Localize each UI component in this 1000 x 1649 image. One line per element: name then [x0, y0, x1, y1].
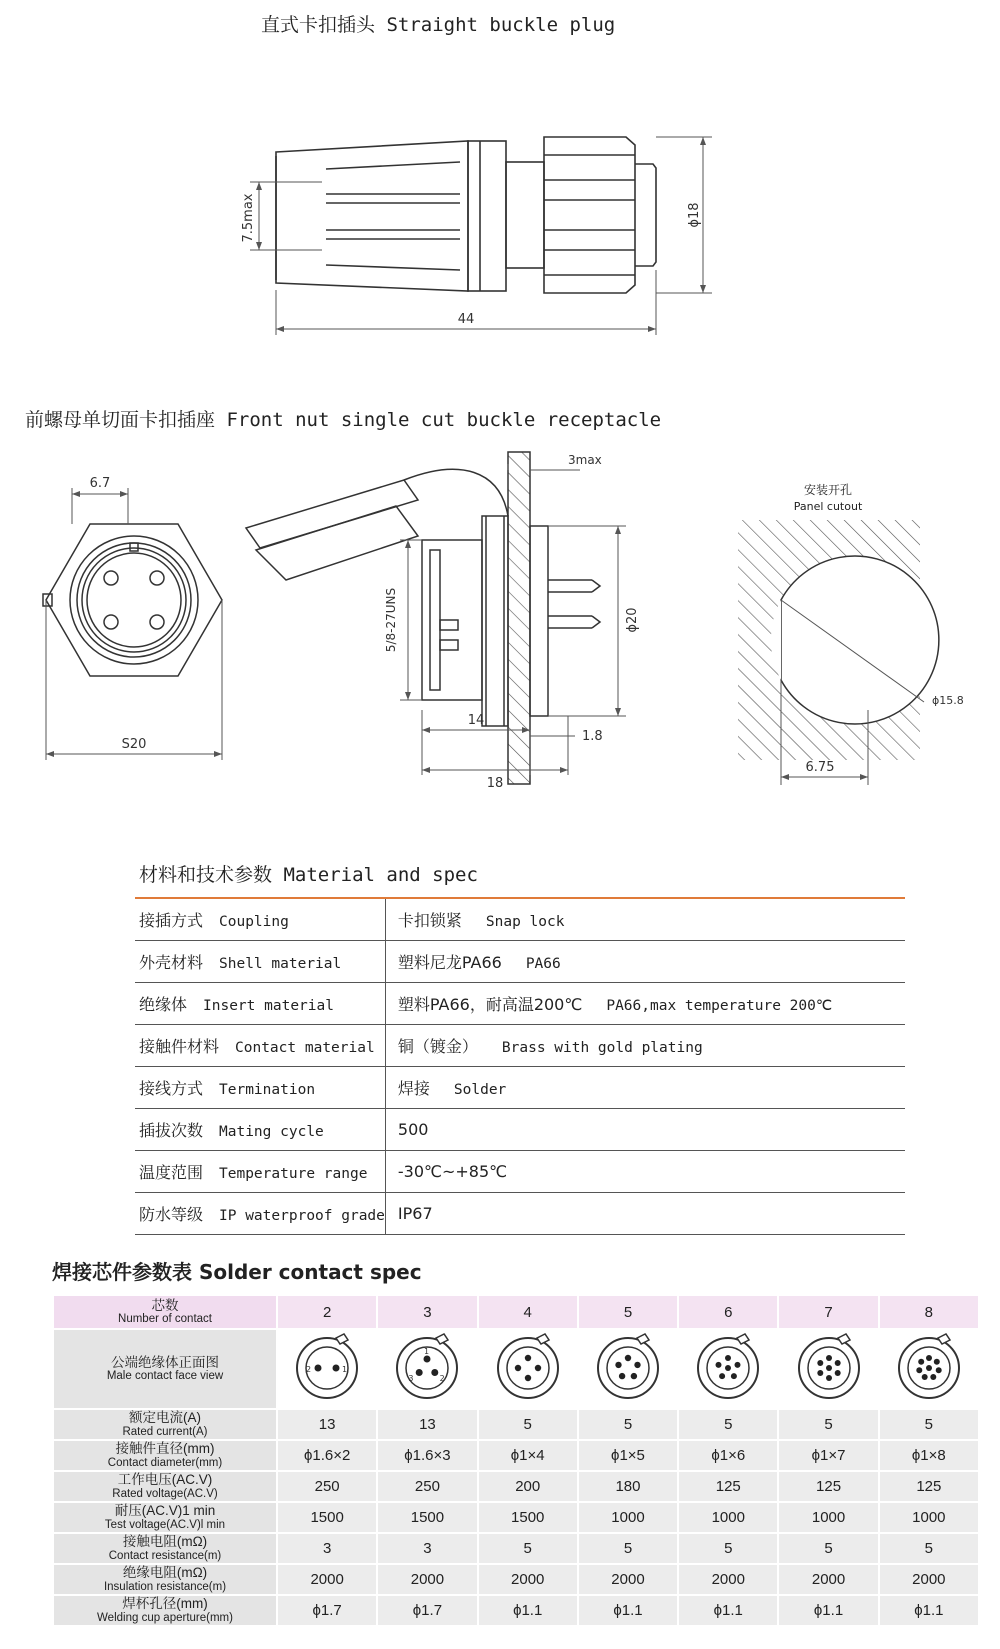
- material-key-cn: 外壳材料: [139, 953, 204, 972]
- contact-pin: [725, 1355, 731, 1361]
- dim-1-8: 1.8: [582, 729, 603, 744]
- contact-pin: [535, 1365, 541, 1371]
- dim-6-7: 6.7: [89, 476, 111, 491]
- contact-face-icon: [292, 1332, 362, 1402]
- material-key: [135, 1151, 385, 1193]
- material-value-cn: 塑料尼龙PA66: [397, 953, 502, 972]
- material-row: [135, 941, 905, 983]
- spec-value: 5: [679, 1534, 777, 1563]
- spec-header-row: [54, 1296, 978, 1328]
- spec-header-label-en: Number of contact: [118, 1313, 212, 1326]
- material-value-en: Snap lock: [485, 914, 565, 930]
- contact-face-icon: [794, 1332, 864, 1402]
- pin-number: 1: [424, 1347, 430, 1356]
- material-value: [385, 1151, 905, 1193]
- spec-value: 5: [479, 1534, 577, 1563]
- spec-row: [54, 1534, 978, 1563]
- spec-row: [54, 1565, 978, 1594]
- contact-face-icon: [593, 1332, 663, 1402]
- spec-value: 2000: [278, 1565, 376, 1594]
- contact-pin: [834, 1370, 840, 1376]
- spec-value: 5: [679, 1410, 777, 1439]
- face-view-label-cn: 公端绝缘体正面图: [111, 1354, 219, 1370]
- straight-plug-drawing: [0, 0, 1000, 340]
- spec-value: ϕ1.1: [479, 1596, 577, 1625]
- spec-value: 2000: [679, 1565, 777, 1594]
- spec-value: 5: [779, 1534, 877, 1563]
- contact-pin: [826, 1365, 832, 1371]
- contact-count: 4: [479, 1296, 577, 1328]
- spec-value: 13: [278, 1410, 376, 1439]
- dim-44: 44: [457, 312, 475, 327]
- material-value-cn: -30℃~+85℃: [397, 1162, 508, 1181]
- spec-value: 1000: [880, 1503, 978, 1532]
- material-value-cn: IP67: [397, 1204, 433, 1223]
- spec-value: 125: [679, 1472, 777, 1501]
- material-row: [135, 1067, 905, 1109]
- dim-dia-15-8: ϕ15.8: [932, 694, 964, 707]
- spec-row-label-en: Test voltage(AC.V)l min: [104, 1518, 226, 1531]
- spec-value: 1500: [479, 1503, 577, 1532]
- material-key-en: Contact material: [235, 1040, 375, 1056]
- material-key-cn: 接线方式: [139, 1079, 204, 1098]
- material-key: [135, 1109, 385, 1151]
- spec-row-label-cn: 耐压(AC.V)1 min: [114, 1503, 216, 1519]
- solder-title: 焊接芯件参数表 Solder contact spec: [52, 1260, 422, 1284]
- material-key-en: Insert material: [203, 998, 334, 1014]
- face-view-cell: [679, 1330, 777, 1408]
- spec-value: ϕ1.6×2: [278, 1441, 376, 1470]
- material-key-en: Shell material: [219, 956, 342, 972]
- face-view-cell: [278, 1330, 376, 1408]
- face-view-cell: [880, 1330, 978, 1408]
- material-value-en: PA66,max temperature 200℃: [606, 998, 833, 1014]
- contact-pin: [731, 1373, 737, 1379]
- spec-value: 125: [779, 1472, 877, 1501]
- spec-row-label-en: Contact resistance(m): [108, 1549, 222, 1562]
- material-value: [385, 983, 905, 1025]
- contact-pin: [515, 1365, 521, 1371]
- material-row: [135, 983, 905, 1025]
- material-key-cn: 接插方式: [139, 911, 204, 930]
- contact-pin: [619, 1373, 625, 1379]
- material-value-en: Solder: [453, 1082, 507, 1098]
- contact-pin: [634, 1362, 640, 1368]
- material-row: [135, 1109, 905, 1151]
- spec-row: [54, 1441, 978, 1470]
- contact-count: 6: [679, 1296, 777, 1328]
- spec-row-label-cn: 接触电阻(mΩ): [122, 1534, 208, 1550]
- spec-row-label: [54, 1503, 276, 1532]
- material-key-cn: 接触件材料: [139, 1037, 220, 1056]
- spec-value: ϕ1×4: [479, 1441, 577, 1470]
- contact-count: 2: [278, 1296, 376, 1328]
- material-key: [135, 941, 385, 983]
- spec-value: 3: [378, 1534, 476, 1563]
- spec-row-label: [54, 1410, 276, 1439]
- spec-row-label: [54, 1441, 276, 1470]
- face-view-label-en: Male contact face view: [106, 1370, 224, 1383]
- spec-row-label: [54, 1565, 276, 1594]
- material-value-en: PA66: [525, 956, 561, 972]
- contact-count: 8: [880, 1296, 978, 1328]
- contact-pin: [934, 1359, 940, 1365]
- spec-row: [54, 1503, 978, 1532]
- spec-value: 5: [579, 1410, 677, 1439]
- contact-count: 5: [579, 1296, 677, 1328]
- contact-count: 3: [378, 1296, 476, 1328]
- face-view-row: [54, 1330, 978, 1408]
- material-row: [135, 1193, 905, 1235]
- material-row: [135, 1025, 905, 1067]
- contact-pin: [525, 1355, 531, 1361]
- spec-value: 200: [479, 1472, 577, 1501]
- contact-pin: [416, 1369, 423, 1376]
- contact-pin: [333, 1365, 340, 1372]
- contact-count: 7: [779, 1296, 877, 1328]
- spec-value: 125: [880, 1472, 978, 1501]
- contact-pin: [826, 1355, 832, 1361]
- contact-face-icon: [392, 1332, 462, 1402]
- spec-row-label-cn: 接触件直径(mm): [115, 1441, 215, 1457]
- material-key-en: IP waterproof grade: [219, 1208, 385, 1224]
- spec-value: 13: [378, 1410, 476, 1439]
- spec-row: [54, 1596, 978, 1625]
- spec-value: 2000: [779, 1565, 877, 1594]
- material-value: [385, 1109, 905, 1151]
- material-row: [135, 898, 905, 941]
- contact-pin: [916, 1367, 922, 1373]
- dim-dia-20: ϕ20: [625, 607, 640, 633]
- material-row: [135, 1151, 905, 1193]
- spec-value: 1500: [278, 1503, 376, 1532]
- material-value: [385, 1193, 905, 1235]
- material-value-cn: 铜（镀金）: [397, 1037, 478, 1056]
- spec-header-label: [54, 1296, 276, 1328]
- contact-pin: [936, 1367, 942, 1373]
- spec-value: 250: [278, 1472, 376, 1501]
- contact-pin: [432, 1369, 439, 1376]
- pin-number: 1: [342, 1365, 348, 1374]
- spec-value: 2000: [479, 1565, 577, 1594]
- material-key: [135, 898, 385, 941]
- spec-row-label-en: Insulation resistance(m): [103, 1580, 227, 1593]
- spec-value: ϕ1×6: [679, 1441, 777, 1470]
- spec-value: ϕ1.6×3: [378, 1441, 476, 1470]
- face-view-cell: [378, 1330, 476, 1408]
- contact-pin: [525, 1375, 531, 1381]
- cutout-title-en: Panel cutout: [793, 500, 863, 513]
- panel-hatched: [508, 452, 530, 784]
- spec-value: ϕ1.1: [880, 1596, 978, 1625]
- material-key-cn: 绝缘体: [139, 995, 188, 1014]
- contact-pin: [817, 1370, 823, 1376]
- material-value-cn: 500: [397, 1120, 429, 1139]
- face-view-cell: [779, 1330, 877, 1408]
- material-key-en: Mating cycle: [219, 1124, 324, 1140]
- spec-value: 1500: [378, 1503, 476, 1532]
- dim-18: 18: [486, 776, 504, 791]
- spec-value: 1000: [579, 1503, 677, 1532]
- pin-number: 3: [408, 1374, 414, 1383]
- pin-number: 2: [440, 1374, 446, 1383]
- spec-value: 250: [378, 1472, 476, 1501]
- dim-7-5max: 7.5max: [241, 193, 256, 243]
- contact-pin: [725, 1365, 731, 1371]
- spec-header-label-cn: 芯数: [151, 1297, 179, 1313]
- spec-value: 3: [278, 1534, 376, 1563]
- plug-title: 直式卡扣插头 Straight buckle plug: [261, 14, 616, 36]
- spec-row: [54, 1472, 978, 1501]
- spec-row: [54, 1410, 978, 1439]
- material-key: [135, 1025, 385, 1067]
- material-value: [385, 1067, 905, 1109]
- spec-value: 1000: [679, 1503, 777, 1532]
- contact-pin: [719, 1373, 725, 1379]
- material-key-cn: 插拔次数: [139, 1121, 204, 1140]
- dim-6-75: 6.75: [805, 760, 835, 775]
- material-value-cn: 卡扣锁紧: [397, 911, 462, 930]
- spec-value: ϕ1.1: [779, 1596, 877, 1625]
- material-value: [385, 941, 905, 983]
- material-key: [135, 983, 385, 1025]
- contact-pin: [817, 1360, 823, 1366]
- dim-s20: S20: [121, 737, 147, 752]
- face-view-label: [54, 1330, 276, 1408]
- receptacle-title: 前螺母单切面卡扣插座 Front nut single cut buckle receptacle: [25, 409, 662, 431]
- contact-pin: [930, 1374, 936, 1380]
- spec-value: ϕ1×5: [579, 1441, 677, 1470]
- contact-pin: [615, 1362, 621, 1368]
- spec-value: ϕ1.1: [579, 1596, 677, 1625]
- material-value: [385, 898, 905, 941]
- spec-row-label: [54, 1534, 276, 1563]
- spec-row-label-cn: 工作电压(AC.V): [117, 1472, 213, 1488]
- spec-value: ϕ1.7: [278, 1596, 376, 1625]
- contact-pin: [625, 1355, 631, 1361]
- material-value: [385, 1025, 905, 1067]
- material-key-en: Coupling: [219, 914, 289, 930]
- receptacle-drawing: [0, 440, 1000, 850]
- material-key-cn: 温度范围: [139, 1163, 204, 1182]
- spec-row-label-cn: 焊杯孔径(mm): [122, 1596, 208, 1612]
- thread-5-8-27uns: 5/8-27UNS: [384, 587, 398, 653]
- spec-value: ϕ1.1: [679, 1596, 777, 1625]
- dim-dia-18: ϕ18: [687, 202, 702, 228]
- dim-3max: 3max: [568, 453, 602, 467]
- spec-value: 5: [880, 1534, 978, 1563]
- contact-pin: [922, 1374, 928, 1380]
- spec-value: ϕ1.7: [378, 1596, 476, 1625]
- contact-pin: [834, 1360, 840, 1366]
- spec-value: 2000: [579, 1565, 677, 1594]
- material-value-en: Brass with gold plating: [501, 1040, 703, 1056]
- spec-row-label-cn: 额定电流(A): [129, 1410, 201, 1426]
- spec-row-label-en: Rated voltage(AC.V): [112, 1487, 218, 1500]
- spec-row-label-cn: 绝缘电阻(mΩ): [122, 1565, 208, 1581]
- spec-row-label: [54, 1472, 276, 1501]
- spec-value: 5: [579, 1534, 677, 1563]
- contact-pin: [926, 1355, 932, 1361]
- pin-number: 2: [306, 1365, 312, 1374]
- face-view-cell: [479, 1330, 577, 1408]
- spec-row-label-en: Rated current(A): [122, 1425, 208, 1438]
- spec-value: 5: [479, 1410, 577, 1439]
- material-title: 材料和技术参数 Material and spec: [139, 864, 478, 886]
- contact-pin: [424, 1356, 431, 1363]
- material-key: [135, 1067, 385, 1109]
- contact-pin: [735, 1362, 741, 1368]
- contact-face-icon: [894, 1332, 964, 1402]
- spec-value: ϕ1×7: [779, 1441, 877, 1470]
- spec-value: 2000: [378, 1565, 476, 1594]
- contact-pin: [716, 1362, 722, 1368]
- spec-value: 180: [579, 1472, 677, 1501]
- spec-value: 1000: [779, 1503, 877, 1532]
- cutout-shape: [781, 556, 939, 724]
- contact-face-icon: [693, 1332, 763, 1402]
- contact-pin: [926, 1365, 932, 1371]
- spec-row-label-en: Contact diameter(mm): [107, 1456, 223, 1469]
- contact-pin: [826, 1375, 832, 1381]
- material-key-cn: 防水等级: [139, 1205, 204, 1224]
- cutout-title-cn: 安装开孔: [803, 483, 853, 497]
- contact-pin: [631, 1373, 637, 1379]
- contact-pin: [918, 1359, 924, 1365]
- material-table: [135, 897, 905, 1235]
- face-view-cell: [579, 1330, 677, 1408]
- spec-row-label-en: Welding cup aperture(mm): [97, 1611, 233, 1624]
- spec-value: 5: [779, 1410, 877, 1439]
- contact-pin: [315, 1365, 322, 1372]
- spec-value: 5: [880, 1410, 978, 1439]
- spec-value: ϕ1×8: [880, 1441, 978, 1470]
- material-key-en: Termination: [219, 1082, 316, 1098]
- material-value-cn: 焊接: [397, 1079, 430, 1098]
- spec-value: 2000: [880, 1565, 978, 1594]
- solder-spec-table: [52, 1294, 980, 1627]
- dim-14: 14: [467, 713, 485, 728]
- material-key: [135, 1193, 385, 1235]
- material-key-en: Temperature range: [219, 1166, 368, 1182]
- material-value-cn: 塑料PA66，耐高温200℃: [397, 995, 583, 1014]
- spec-row-label: [54, 1596, 276, 1625]
- contact-face-icon: [493, 1332, 563, 1402]
